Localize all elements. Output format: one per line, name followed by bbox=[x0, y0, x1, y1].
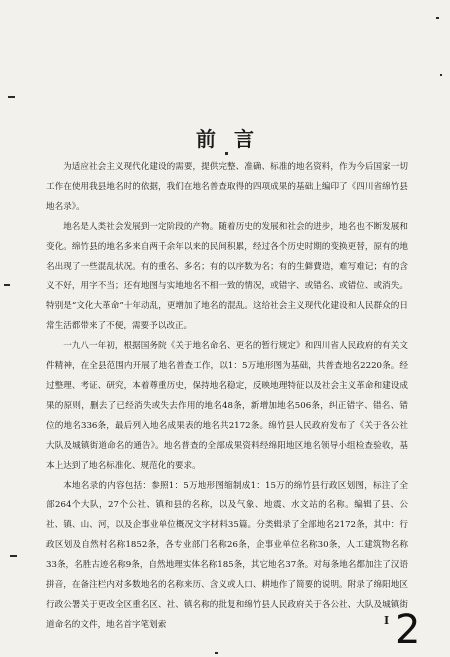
paragraph-2: 地名是人类社会发展到一定阶段的产物。随着历史的发展和社会的进步，地名也不断发展和变化。绵竹县的地名多来自两千余年以来的民间积累，经过各个历史时期的变换更替，原有的地名出现了一些混乱状况。有的重名、多名；有的以序数为名；有的生僻費造，难写难记；有的含义不好，用字不当；还有地图与实地地名不相一致的情况，或错字、或错名、或错位、或消失。特别是“文化大革命”十年动乱，更增加了地名的混乱。这给社会主义现代化建设和人民群众的日常生活都带来了不便，需要予以改正。 bbox=[46, 221, 408, 332]
scan-mark-left-1 bbox=[8, 96, 15, 98]
preface-body bbox=[46, 158, 408, 636]
paragraph-4: 本地名录的内容包括：参照1：5万地形图缩制成1：15万的绵竹县行政区划图，标注了全部264个大队，27个公社、镇和县的名称，以及气象、地震、水文站的名称。编辑了县、公社、镇、山、河，以及企事业单位概况文字材料35篇。分类辑录了全部地名2172条，其中：行政区划及自然村名称1852条，各专业部门名称26条，企事业单位名称30条，人工建筑物名称33条，名胜古迹名称9条，自然地理实体名称185条，其它地名37条。对每条地名都加注了汉语拼音，在备注栏内对多数地名的名称来历、含义或人口、耕地作了简要的说明。附录了绵阳地区行政公署关于更改全区重名区、社、镇名称的批复和绵竹县人民政府关于各公社、大队及城镇街道命名的文件，地名首字笔划索 bbox=[46, 480, 408, 630]
paragraph-1: 为适应社会主义现代化建设的需要，提供完整、准确、标准的地名资料，作为今后国家一切工作在使用我县地名时的依据，我们在地名普查取得的四项成果的基础上编印了《四川省绵竹县地名录》。 bbox=[46, 162, 408, 212]
scan-speck-right bbox=[440, 74, 442, 76]
page-number: I bbox=[384, 614, 390, 627]
paragraph-3: 一九八一年初，根据国务院《关于地名命名、更名的暂行规定》和四川省人民政府的有关文件精神，在全县范围内开展了地名普查工作，以1：5万地形图为基础，共普查地名2220条。经过整理、考证、研究，本着尊重历史，保持地名稳定，反映地理特征以及社会主义革命和建设成果的原则，删去了已经消失或失去作用的地名48条，新增加地名506条，纠正错字、错名、错位的地名336条，最后列入地名成果表的地名共2172条。绵竹县人民政府发布了《关于各公社大队及城镇街道命名的通告》。地名普查的全部成果资料经绵阳地区地名领导小组检查验收，基本上达到了地名标准化、规范化的要求。 bbox=[46, 341, 408, 471]
scan-speck-top-right bbox=[436, 17, 439, 19]
scan-mark-left-2 bbox=[4, 284, 10, 286]
scan-speck-middle bbox=[225, 152, 228, 155]
scan-speck-bottom bbox=[215, 652, 218, 654]
page-title: 前言 bbox=[196, 127, 272, 151]
handwritten-page-number: 2 bbox=[395, 607, 421, 653]
scan-mark-left-3 bbox=[10, 555, 17, 557]
